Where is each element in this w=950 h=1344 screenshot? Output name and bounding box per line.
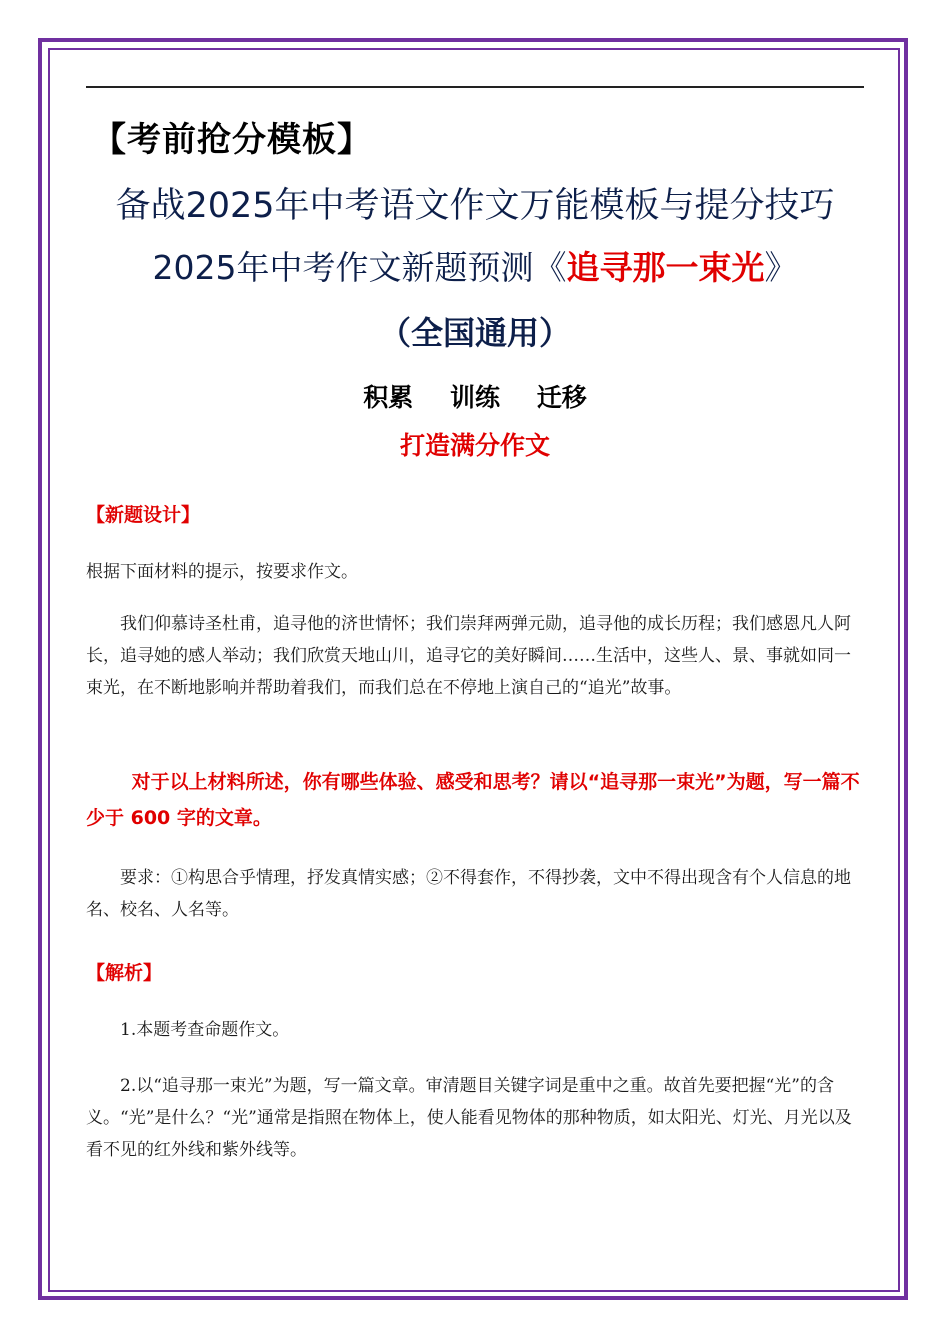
slogan: 打造满分作文 xyxy=(399,431,550,460)
requirements-paragraph: 要求：①构思合乎情理，抒发真情实感；②不得套作，不得抄袭，文中不得出现含有个人信息的地名、校名、人名等。 xyxy=(86,868,851,920)
header-rule xyxy=(86,86,864,88)
scope-label: （全国通用） xyxy=(378,314,571,352)
topic-title-suffix: 》 xyxy=(764,248,798,287)
subtitle: 积累 训练 迁移 xyxy=(363,383,587,412)
design-intro: 根据下面材料的提示，按要求作文。 xyxy=(86,562,358,582)
analysis-point-1: 1.本题考查命题作文。 xyxy=(120,1020,290,1040)
topic-title-highlight: 追寻那一束光 xyxy=(566,248,765,287)
topic-title xyxy=(0,242,950,289)
analysis-section-label: 【解析】 xyxy=(86,962,163,984)
exam-tag: 【考前抢分模板】 xyxy=(92,120,372,160)
topic-title-prefix: 2025年中考作文新题预测《 xyxy=(152,248,567,287)
main-title: 备战2025年中考语文作文万能模板与提分技巧 xyxy=(115,186,835,226)
analysis-point-2: 2.以“追寻那一束光”为题，写一篇文章。审清题目关键字词是重中之重。故首先要把握“光”的含义。“光”是什么？“光”通常是指照在物体上，使人能看见物体的那种物质，如太阳光、灯光、月光以及看不见的红外线和紫外线等。 xyxy=(86,1076,852,1160)
writing-prompt: 对于以上材料所述，你有哪些体验、感受和思考？请以“追寻那一束光”为题，写一篇不少于 600 字的文章。 xyxy=(86,771,860,829)
material-paragraph: 我们仰慕诗圣杜甫，追寻他的济世情怀；我们崇拜两弹元勋，追寻他的成长历程；我们感恩凡人阿长，追寻她的感人举动；我们欣赏天地山川，追寻它的美好瞬间……生活中，这些人、景、事就如同一束光，在不断地影响并帮助着我们，而我们总在不停地上演自己的“追光”故事。 xyxy=(86,614,851,698)
design-section-label: 【新题设计】 xyxy=(86,504,201,526)
